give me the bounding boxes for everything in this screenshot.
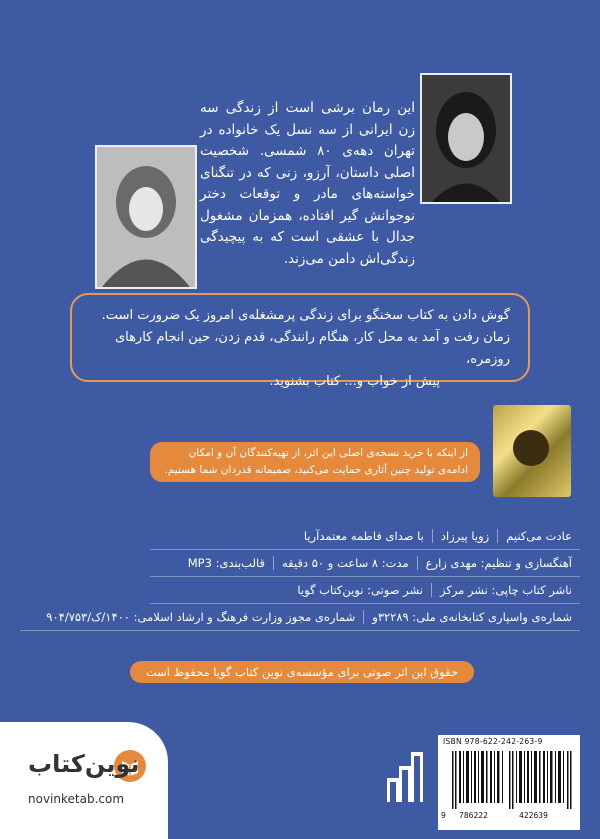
quote-line: زمان رفت و آمد به محل کار، هنگام رانندگی، قدم زدن، حین انجام کارهای روزمره، — [114, 330, 510, 367]
audiobook-quote-box — [70, 293, 530, 389]
brand-url: novinketab.com — [28, 792, 125, 806]
barcode-bars — [452, 751, 572, 809]
synopsis-text: این رمان برشی است از زندگی سه زن ایرانی از سه نسل یک خانواده در تهران دهه‌ی ۸۰ شمسی. شخصیت اصلی داستان، آرزو، زنی که در تنگنای خواسته‌های مادر و توقعات دختر نوجوانش گیر افتاده، همزمان مشغول جدال با عشقی است که به پیچیدگی زندگی‌اش دامن می‌زند. — [200, 100, 415, 267]
isbn-text: ISBN 978-622-242-263-9 — [443, 737, 543, 746]
national-library-number: شماره‌ی واسپاری کتابخانه‌ی ملی: ۳۲۲۸۹و — [363, 610, 580, 624]
barcode-digit-group: 422639 — [519, 811, 548, 820]
license-number: شماره‌ی مجوز وزارت فرهنگ و ارشاد اسلامی: ۱۴۰۰/ک/۹۰۴/۷۵۳ — [46, 610, 356, 624]
rights-notice: حقوق این اثر صوتی برای مؤسسه‌ی نوین کتاب گویا محفوظ است — [130, 661, 474, 683]
isbn-barcode — [438, 735, 580, 830]
credits-row — [150, 550, 580, 577]
duration: مدت: ۸ ساعت و ۵۰ دقیقه — [273, 556, 417, 570]
hologram-sticker — [493, 405, 571, 497]
book-title: عادت می‌کنیم — [497, 529, 580, 543]
audio-publisher: نشر صوتی: نوین‌کتاب گویا — [297, 583, 423, 597]
brand-logo-panel — [0, 722, 168, 839]
author-name: زویا پیرزاد — [432, 529, 497, 543]
credits-row — [20, 604, 580, 631]
print-publisher: ناشر کتاب چاپی: نشر مرکز — [431, 583, 580, 597]
publisher-logo-icon — [385, 748, 425, 803]
credits-table — [20, 523, 580, 631]
quote-line: پیش از خواب و... کتاب بشنوید. — [269, 374, 440, 389]
credits-row — [150, 577, 580, 604]
credits-row — [150, 523, 580, 550]
barcode-digit-first: 9 — [441, 811, 446, 820]
support-note: از اینکه با خرید نسخه‌ی اصلی این اثر، از تهیه‌کنندگان آن و امکان ادامه‌ی تولید چنین آثاری حمایت می‌کنید، صمیمانه قدردان شما هستیم. — [150, 442, 480, 482]
hologram-logo-icon — [513, 430, 549, 466]
narrator-portrait-photo — [95, 145, 197, 289]
author-portrait-photo — [420, 73, 512, 204]
brand-name: نوین‌کتاب — [28, 750, 140, 778]
narrator-name: با صدای فاطمه معتمدآریا — [303, 529, 424, 543]
quote-line: گوش دادن به کتاب سخنگو برای زندگی پرمشغله‌ی امروز یک ضرورت است. — [101, 308, 510, 323]
music-credit: آهنگسازی و تنظیم: مهدی زارع — [417, 556, 580, 570]
barcode-digit-group: 786222 — [459, 811, 488, 820]
format: قالب‌بندی: MP3 — [187, 556, 265, 570]
